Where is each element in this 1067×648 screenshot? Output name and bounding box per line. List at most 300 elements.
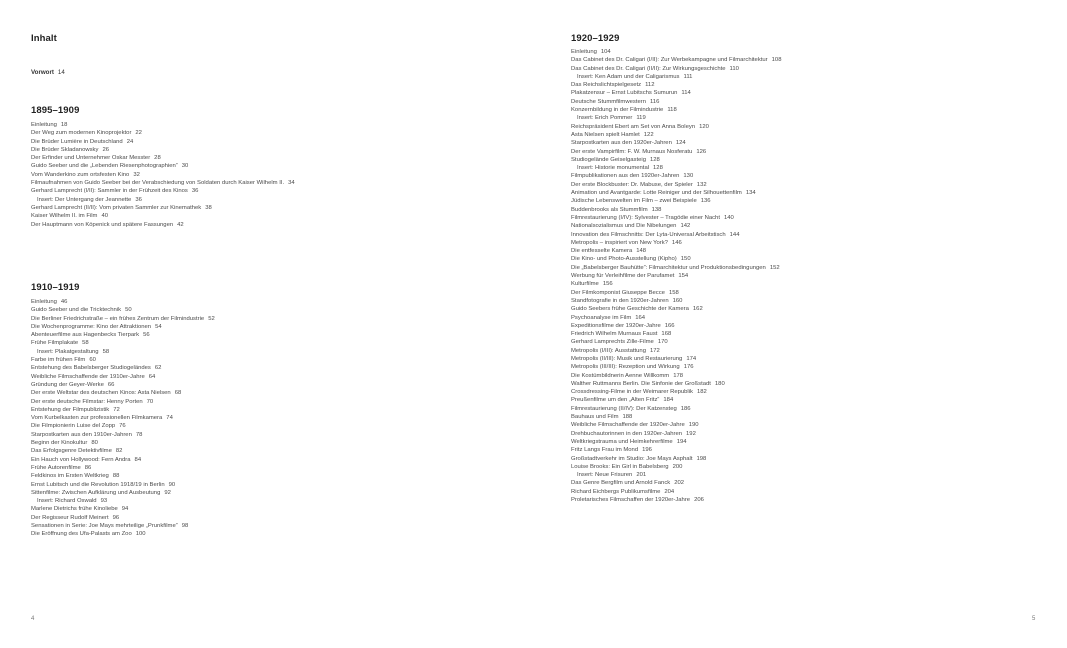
toc-entry-title: Die Berliner Friedrichstraße – ein frühes Zentrum der Filmindustrie bbox=[31, 315, 205, 322]
toc-entry bbox=[571, 396, 782, 404]
toc-entry-title: Das Reichslichtspielgesetz bbox=[571, 82, 642, 89]
toc-entry-title: Kaiser Wilhelm II. im Film bbox=[31, 213, 98, 220]
toc-entry-title: Metropolis – inspiriert von New York? bbox=[571, 239, 668, 246]
toc-entry-title: Frühe Filmplakate bbox=[31, 340, 79, 347]
toc-entry-page: 156 bbox=[602, 281, 613, 288]
right-page bbox=[533, 0, 1067, 648]
toc-entry bbox=[571, 73, 782, 81]
toc-entry bbox=[31, 204, 295, 212]
toc-entry-page: 190 bbox=[688, 422, 699, 429]
toc-entry-title: Friedrich Wilhelm Murnaus Faust bbox=[571, 331, 658, 338]
toc-entry-page: 84 bbox=[134, 456, 142, 463]
toc-entry-title: Sittenfilme: Zwischen Aufklärung und Ausbeutung bbox=[31, 489, 161, 496]
toc-entry bbox=[571, 330, 782, 338]
toc-entry bbox=[31, 196, 295, 204]
toc-entry-title: Die „Babelsberger Bauhütte“: Filmarchitektur und Produktionsbedingungen bbox=[571, 264, 766, 271]
toc-entry-title: Insert: Erich Pommer bbox=[577, 115, 633, 122]
toc-entry-page: 24 bbox=[126, 138, 134, 145]
toc-entry-title: Farbe im frühen Film bbox=[31, 357, 86, 364]
toc-entry-title: Gerhard Lamprecht (II/II): Vom privaten Sammler zur Kinemathek bbox=[31, 204, 202, 211]
section-heading-1920: 1920–1929 bbox=[571, 33, 620, 44]
toc-entry-title: Psychoanalyse im Film bbox=[571, 314, 632, 321]
toc-entry bbox=[571, 98, 782, 106]
toc-entry-page: 148 bbox=[636, 248, 647, 255]
toc-entry bbox=[31, 530, 215, 538]
toc-entry-page: 144 bbox=[729, 231, 740, 238]
toc-entry-page: 98 bbox=[181, 523, 189, 530]
toc-entry bbox=[31, 298, 215, 306]
toc-entry-page: 90 bbox=[168, 481, 176, 488]
toc-entry-title: Drehbuchautorinnen in den 1920er-Jahren bbox=[571, 430, 683, 437]
toc-entry bbox=[571, 314, 782, 322]
toc-entry bbox=[571, 197, 782, 205]
toc-entry bbox=[571, 438, 782, 446]
toc-entry-page: 178 bbox=[673, 372, 684, 379]
toc-entry-title: Fritz Langs Frau im Mond bbox=[571, 447, 639, 454]
toc-entry bbox=[571, 430, 782, 438]
toc-entry bbox=[571, 372, 782, 380]
toc-entry-page: 166 bbox=[664, 322, 675, 329]
toc-entry bbox=[31, 364, 215, 372]
toc-entry-page: 111 bbox=[683, 73, 693, 80]
toc-entry-title: Starpostkarten aus den 1910er-Jahren bbox=[31, 431, 132, 438]
toc-entry-title: Ernst Lubitsch und die Revolution 1918/19 in Berlin bbox=[31, 481, 165, 488]
toc-entry bbox=[571, 255, 782, 263]
toc-entry bbox=[31, 129, 295, 137]
toc-entry bbox=[571, 347, 782, 355]
toc-entry bbox=[31, 389, 215, 397]
toc-entry-title: Die Kino- und Photo-Ausstellung (Kipho) bbox=[571, 256, 677, 263]
toc-entry-title: Animation und Avantgarde: Lotte Reiniger und der Silhouettenfilm bbox=[571, 190, 742, 197]
toc-entry-page: 168 bbox=[661, 331, 672, 338]
foreword-label: Vorwort bbox=[31, 69, 54, 76]
toc-entry-page: 82 bbox=[115, 448, 123, 455]
toc-entry bbox=[571, 272, 782, 280]
toc-entry-page: 58 bbox=[82, 340, 89, 347]
toc-entry bbox=[571, 297, 782, 305]
toc-entry-title: Der erste deutsche Filmstar: Henny Porten bbox=[31, 398, 143, 405]
toc-entry-page: 68 bbox=[174, 390, 182, 397]
toc-entry-title: Weibliche Filmschaffende der 1910er-Jahre bbox=[31, 373, 145, 380]
toc-entry-title: Standfotografie in den 1920er-Jahren bbox=[571, 297, 669, 304]
toc-entry-page: 64 bbox=[148, 373, 156, 380]
toc-entry-page: 150 bbox=[680, 256, 691, 263]
toc-entry-title: Ein Hauch von Hollywood: Fern Andra bbox=[31, 456, 131, 463]
toc-entry-page: 194 bbox=[676, 438, 687, 445]
toc-entry-title: Das Erfolgsgenre Detektivfilme bbox=[31, 448, 112, 455]
toc-entry bbox=[31, 514, 215, 522]
toc-entry-title: Weltkriegstrauma und Heimkehrerfilme bbox=[571, 438, 673, 445]
toc-entry-page: 172 bbox=[649, 347, 660, 354]
toc-entry-page: 200 bbox=[672, 463, 683, 470]
toc-entry-title: Insert: Ken Adam und der Caligarismus bbox=[577, 73, 680, 80]
toc-entry-page: 162 bbox=[692, 306, 703, 313]
toc-entry bbox=[571, 463, 782, 471]
toc-entry bbox=[571, 181, 782, 189]
toc-entry bbox=[31, 497, 215, 505]
toc-entry bbox=[31, 489, 215, 497]
toc-entry bbox=[571, 446, 782, 454]
toc-entry-title: Walther Ruttmanns Berlin. Die Sinfonie der Großstadt bbox=[571, 380, 711, 387]
contents-title: Inhalt bbox=[31, 33, 57, 44]
toc-entry-title: Der erste Blockbuster: Dr. Mabuse, der Spieler bbox=[571, 181, 693, 188]
toc-entry-page: 180 bbox=[714, 380, 725, 387]
toc-entry-title: Guido Seeber und die „Lebenden Riesenphotographien“ bbox=[31, 163, 178, 170]
toc-entry bbox=[31, 187, 295, 195]
toc-entry bbox=[571, 388, 782, 396]
toc-entry bbox=[31, 522, 215, 530]
toc-entry bbox=[571, 280, 782, 288]
toc-entry bbox=[571, 488, 782, 496]
toc-entry bbox=[571, 65, 782, 73]
toc-entry-title: Guido Seeber und die Tricktechnik bbox=[31, 307, 122, 314]
toc-entry-page: 176 bbox=[683, 364, 694, 371]
toc-entry-title: Weibliche Filmschaffende der 1920er-Jahre bbox=[571, 422, 685, 429]
toc-entry-page: 60 bbox=[89, 357, 96, 364]
toc-entry-page: 100 bbox=[135, 531, 146, 538]
toc-entry-page: 186 bbox=[680, 405, 691, 412]
toc-entry bbox=[571, 131, 782, 139]
toc-entry-title: Das Genre Bergfilm und Arnold Fanck bbox=[571, 480, 671, 487]
toc-entry-page: 46 bbox=[60, 299, 68, 305]
toc-entry bbox=[571, 123, 782, 131]
toc-entry-title: Innovation des Filmschnitts: Der Lyta-Universal Arbeitstisch bbox=[571, 231, 726, 238]
toc-entry-page: 110 bbox=[729, 65, 739, 72]
toc-entry bbox=[571, 413, 782, 421]
toc-entry bbox=[31, 146, 295, 154]
toc-entry-page: 126 bbox=[696, 148, 707, 155]
toc-entry bbox=[31, 138, 295, 146]
toc-entry bbox=[31, 171, 295, 179]
toc-entry-title: Werbung für Verleihfilme der Parufamet bbox=[571, 273, 675, 280]
toc-entry-title: Die Brüder Lumière in Deutschland bbox=[31, 138, 123, 145]
toc-entry-page: 93 bbox=[100, 498, 108, 505]
toc-entry-page: 36 bbox=[191, 188, 199, 195]
toc-entry-title: Deutsche Stummfilmwestern bbox=[571, 98, 646, 105]
toc-entry bbox=[571, 264, 782, 272]
toc-entry-title: Die Kostümbildnerin Aenne Willkomm bbox=[571, 372, 670, 379]
toc-entry-title: Der Erfinder und Unternehmer Oskar Messter bbox=[31, 155, 151, 162]
toc-entry-title: Filmpublikationen aus den 1920er-Jahren bbox=[571, 173, 680, 180]
toc-entry bbox=[31, 221, 295, 229]
toc-entry bbox=[571, 305, 782, 313]
toc-entry-title: Crossdressing-Filme in der Weimarer Republik bbox=[571, 389, 693, 396]
toc-entry-title: Konzernbildung in der Filmindustrie bbox=[571, 107, 664, 114]
toc-entry-page: 76 bbox=[119, 423, 126, 430]
toc-entry bbox=[571, 222, 782, 230]
toc-entry-title: Gerhard Lamprecht (I/II): Sammler in der Frühzeit des Kinos bbox=[31, 188, 188, 195]
toc-entry-page: 52 bbox=[208, 315, 215, 322]
toc-entry bbox=[571, 214, 782, 222]
toc-entry-page: 96 bbox=[112, 514, 120, 521]
toc-entry bbox=[571, 106, 782, 114]
toc-entry bbox=[571, 164, 782, 172]
toc-entry bbox=[571, 114, 782, 122]
toc-entry-title: Abenteuerfilme aus Hagenbecks Tierpark bbox=[31, 332, 140, 339]
toc-entry-page: 22 bbox=[135, 130, 142, 137]
toc-entry bbox=[571, 338, 782, 346]
toc-entry bbox=[31, 456, 215, 464]
toc-entry-page: 119 bbox=[636, 115, 646, 122]
toc-entry bbox=[571, 56, 782, 64]
toc-entry-title: Expeditionsfilme der 1920er-Jahre bbox=[571, 322, 661, 329]
toc-entry bbox=[571, 247, 782, 255]
toc-entry-title: Preußenfilme um den „Alten Fritz“ bbox=[571, 397, 660, 404]
toc-entry bbox=[571, 148, 782, 156]
toc-entry bbox=[31, 464, 215, 472]
toc-entry bbox=[31, 505, 215, 513]
page-number-right: 5 bbox=[1032, 616, 1036, 622]
foreword-page: 14 bbox=[57, 69, 65, 76]
toc-entry bbox=[31, 422, 215, 430]
toc-entry-page: 198 bbox=[696, 455, 707, 462]
toc-entry-page: 54 bbox=[155, 323, 162, 330]
toc-entry bbox=[571, 455, 782, 463]
toc-entry-title: Die Wochenprogramme: Kino der Attraktionen bbox=[31, 323, 152, 330]
toc-list-1910 bbox=[31, 298, 215, 539]
foreword-entry bbox=[31, 69, 65, 76]
toc-entry-page: 182 bbox=[697, 389, 707, 396]
toc-entry bbox=[571, 289, 782, 297]
toc-entry-page: 128 bbox=[653, 165, 663, 172]
toc-entry bbox=[31, 414, 215, 422]
toc-entry-page: 114 bbox=[681, 90, 691, 97]
toc-entry bbox=[31, 447, 215, 455]
toc-entry-title: Starpostkarten aus den 1920er-Jahren bbox=[571, 140, 672, 147]
toc-entry-page: 80 bbox=[91, 440, 98, 447]
toc-entry-page: 108 bbox=[771, 57, 782, 64]
toc-entry bbox=[571, 239, 782, 247]
toc-entry bbox=[571, 496, 782, 504]
toc-entry-page: 134 bbox=[745, 190, 756, 197]
toc-entry-title: Marlene Dietrichs frühe Kinoliebe bbox=[31, 506, 118, 513]
toc-entry-page: 26 bbox=[102, 146, 110, 153]
toc-entry-title: Feldkinos im Ersten Weltkrieg bbox=[31, 473, 109, 480]
toc-entry-page: 56 bbox=[143, 332, 150, 339]
toc-entry-page: 138 bbox=[651, 206, 662, 213]
toc-entry-title: Studiogelände Geiselgasteig bbox=[571, 156, 646, 163]
toc-entry-page: 50 bbox=[125, 307, 132, 314]
toc-entry bbox=[31, 381, 215, 389]
toc-entry-page: 184 bbox=[663, 397, 674, 404]
toc-entry-page: 58 bbox=[102, 348, 110, 355]
toc-entry bbox=[571, 156, 782, 164]
toc-entry-title: Bauhaus und Film bbox=[571, 414, 619, 421]
toc-entry bbox=[31, 339, 215, 347]
toc-entry-title: Filmrestaurierung (II/IV): Der Katzensteg bbox=[571, 405, 677, 412]
toc-entry bbox=[31, 406, 215, 414]
toc-entry-title: Vom Wanderkino zum ortsfesten Kino bbox=[31, 171, 130, 178]
toc-entry-page: 206 bbox=[694, 497, 704, 504]
toc-entry-title: Metropolis (I/III): Ausstattung bbox=[571, 347, 646, 354]
toc-entry-page: 18 bbox=[60, 122, 68, 128]
toc-entry-title: Einleitung bbox=[31, 299, 57, 305]
toc-entry-page: 132 bbox=[696, 181, 707, 188]
toc-entry bbox=[31, 212, 295, 220]
toc-entry bbox=[571, 421, 782, 429]
toc-entry bbox=[31, 348, 215, 356]
toc-entry-page: 146 bbox=[671, 239, 682, 246]
toc-entry bbox=[571, 89, 782, 97]
toc-entry bbox=[31, 162, 295, 170]
toc-entry-title: Die Eröffnung des Ufa-Palasts am Zoo bbox=[31, 531, 132, 538]
toc-entry-title: Frühe Autorenfilme bbox=[31, 464, 81, 471]
toc-entry bbox=[31, 472, 215, 480]
toc-entry-title: Der erste Weltstar des deutschen Kinos: Asta Nielsen bbox=[31, 390, 171, 397]
toc-entry-title: Asta Nielsen spielt Hamlet bbox=[571, 131, 640, 138]
toc-entry-page: 112 bbox=[645, 82, 655, 89]
toc-entry bbox=[31, 323, 215, 331]
toc-entry-page: 40 bbox=[101, 213, 108, 220]
toc-entry-page: 154 bbox=[678, 273, 689, 280]
toc-entry bbox=[31, 121, 295, 129]
toc-entry-title: Metropolis (III/III): Rezeption und Wirkung bbox=[571, 364, 680, 371]
section-heading-1895: 1895–1909 bbox=[31, 105, 80, 116]
toc-entry bbox=[31, 306, 215, 314]
toc-entry-title: Gerhard Lamprechts Zille-Filme bbox=[571, 339, 654, 346]
toc-entry-page: 201 bbox=[636, 472, 647, 479]
toc-entry-page: 196 bbox=[642, 447, 652, 454]
section-heading-1910: 1910–1919 bbox=[31, 282, 80, 293]
toc-entry-page: 92 bbox=[164, 489, 171, 496]
toc-entry bbox=[571, 231, 782, 239]
toc-entry-page: 86 bbox=[84, 464, 92, 471]
toc-entry-page: 120 bbox=[699, 123, 709, 130]
toc-entry-title: Beginn der Kinokultur bbox=[31, 440, 88, 447]
toc-entry bbox=[571, 405, 782, 413]
toc-entry-title: Der Filmkomponist Giuseppe Becce bbox=[571, 289, 665, 296]
toc-entry-title: Filmrestaurierung (I/IV): Sylvester – Tragödie einer Nacht bbox=[571, 214, 720, 221]
toc-entry-page: 72 bbox=[113, 406, 120, 413]
toc-entry-page: 94 bbox=[121, 506, 129, 513]
toc-entry-title: Einleitung bbox=[571, 49, 597, 55]
toc-entry-page: 32 bbox=[133, 171, 140, 178]
toc-entry-title: Jüdische Lebenswelten im Film – zwei Beispiele bbox=[571, 198, 697, 205]
toc-entry-page: 118 bbox=[667, 107, 677, 114]
toc-entry-title: Kulturfilme bbox=[571, 281, 599, 288]
toc-entry-title: Reichspräsident Ebert am Set von Anna Boleyn bbox=[571, 123, 696, 130]
toc-entry-page: 30 bbox=[181, 163, 189, 170]
toc-entry-page: 140 bbox=[723, 214, 734, 221]
toc-entry-page: 142 bbox=[680, 223, 691, 230]
toc-entry bbox=[571, 471, 782, 479]
toc-entry-page: 188 bbox=[622, 414, 633, 421]
toc-entry bbox=[31, 154, 295, 162]
toc-entry-page: 38 bbox=[205, 204, 212, 211]
toc-entry-title: Insert: Plakatgestaltung bbox=[37, 348, 99, 355]
toc-entry-title: Der Hauptmann von Köpenick und spätere Fassungen bbox=[31, 221, 174, 228]
toc-entry bbox=[31, 439, 215, 447]
left-page bbox=[0, 0, 533, 648]
toc-entry-title: Der Weg zum modernen Kinoprojektor bbox=[31, 130, 132, 137]
toc-entry-title: Entstehung der Filmpublizistik bbox=[31, 406, 110, 413]
toc-entry-page: 66 bbox=[107, 381, 115, 388]
toc-entry bbox=[31, 179, 295, 187]
toc-entry-page: 36 bbox=[135, 196, 142, 203]
toc-entry-title: Proletarisches Filmschaffen der 1920er-Jahre bbox=[571, 497, 691, 504]
toc-entry bbox=[571, 139, 782, 147]
toc-entry-title: Insert: Richard Oswald bbox=[37, 498, 97, 505]
toc-entry-title: Das Cabinet des Dr. Caligari (II/II): Zur Wirkungsgeschichte bbox=[571, 65, 726, 72]
toc-entry bbox=[31, 331, 215, 339]
toc-entry-page: 152 bbox=[769, 264, 780, 271]
toc-entry-title: Plakatzensur – Ernst Lubitschs Sumurun bbox=[571, 90, 678, 97]
toc-list-1895 bbox=[31, 121, 295, 229]
toc-entry-page: 62 bbox=[154, 365, 162, 372]
toc-entry bbox=[31, 481, 215, 489]
toc-entry-title: Vom Kurbelkasten zur professionellen Filmkamera bbox=[31, 415, 163, 422]
toc-entry-title: Die entfesselte Kamera bbox=[571, 248, 633, 255]
toc-entry-title: Richard Eichbergs Publikumsfilme bbox=[571, 488, 661, 495]
toc-entry bbox=[571, 48, 782, 56]
toc-entry-page: 122 bbox=[643, 131, 654, 138]
toc-entry-page: 204 bbox=[664, 488, 675, 495]
toc-entry-page: 170 bbox=[657, 339, 668, 346]
toc-entry bbox=[571, 172, 782, 180]
toc-entry-title: Die Filmpionierin Luise del Zopp bbox=[31, 423, 116, 430]
toc-entry bbox=[31, 356, 215, 364]
toc-entry-title: Der Regisseur Rudolf Meinert bbox=[31, 514, 109, 521]
toc-entry-title: Insert: Der Untergang der Jeannette bbox=[37, 196, 132, 203]
toc-entry-page: 164 bbox=[635, 314, 646, 321]
toc-entry-page: 192 bbox=[686, 430, 696, 437]
page-number-left: 4 bbox=[31, 616, 35, 622]
toc-entry-page: 104 bbox=[600, 49, 611, 55]
toc-entry bbox=[571, 380, 782, 388]
toc-entry-page: 74 bbox=[166, 415, 173, 422]
toc-entry bbox=[571, 322, 782, 330]
toc-entry-title: Der erste Vampirfilm: F. W. Murnaus Nosferatu bbox=[571, 148, 693, 155]
toc-entry-title: Louise Brooks: Ein Girl in Babelsberg bbox=[571, 463, 669, 470]
toc-entry-title: Metropolis (II/III): Musik und Restaurierung bbox=[571, 355, 683, 362]
toc-entry-page: 160 bbox=[672, 297, 683, 304]
toc-entry bbox=[31, 315, 215, 323]
toc-entry bbox=[571, 206, 782, 214]
toc-entry-title: Einleitung bbox=[31, 122, 57, 128]
toc-entry-title: Sensationen in Serie: Joe Mays mehrteilige „Prunkfilme“ bbox=[31, 523, 178, 530]
toc-entry-page: 70 bbox=[146, 398, 154, 405]
toc-entry-title: Gründung der Geyer-Werke bbox=[31, 381, 104, 388]
toc-entry bbox=[571, 355, 782, 363]
toc-entry-title: Das Cabinet des Dr. Caligari (I/II): Zur Werbekampagne und Filmarchitektur bbox=[571, 57, 768, 64]
toc-entry-title: Buddenbrooks als Stummfilm bbox=[571, 206, 648, 213]
toc-entry-page: 136 bbox=[700, 198, 711, 205]
toc-entry-title: Filmaufnahmen von Guido Seeber bei der Verabschiedung von Soldaten durch Kaiser Wilhelm II. bbox=[31, 180, 285, 187]
toc-entry bbox=[31, 398, 215, 406]
toc-entry-page: 42 bbox=[177, 221, 184, 228]
toc-entry bbox=[31, 373, 215, 381]
toc-entry-page: 28 bbox=[154, 155, 161, 162]
toc-entry-page: 124 bbox=[675, 140, 686, 147]
toc-entry-page: 88 bbox=[112, 473, 120, 480]
toc-entry bbox=[571, 363, 782, 371]
toc-entry bbox=[571, 81, 782, 89]
toc-entry-page: 128 bbox=[650, 156, 660, 163]
toc-entry bbox=[31, 431, 215, 439]
toc-entry-title: Großstadtverkehr im Studio: Joe Mays Asphalt bbox=[571, 455, 693, 462]
toc-entry-title: Die Brüder Skladanowsky bbox=[31, 146, 99, 153]
toc-entry-page: 34 bbox=[288, 180, 295, 187]
toc-entry-page: 174 bbox=[686, 355, 697, 362]
toc-entry-page: 202 bbox=[674, 480, 685, 487]
toc-entry-page: 78 bbox=[135, 431, 143, 438]
toc-entry-title: Guido Seebers frühe Geschichte der Kamera bbox=[571, 306, 689, 313]
toc-list-1920 bbox=[571, 48, 782, 504]
toc-entry-title: Insert: Historie monumental bbox=[577, 165, 650, 172]
toc-entry-page: 116 bbox=[649, 98, 660, 105]
toc-entry-title: Entstehung des Babelsberger Studiogeländes bbox=[31, 365, 151, 372]
toc-entry-page: 158 bbox=[668, 289, 679, 296]
